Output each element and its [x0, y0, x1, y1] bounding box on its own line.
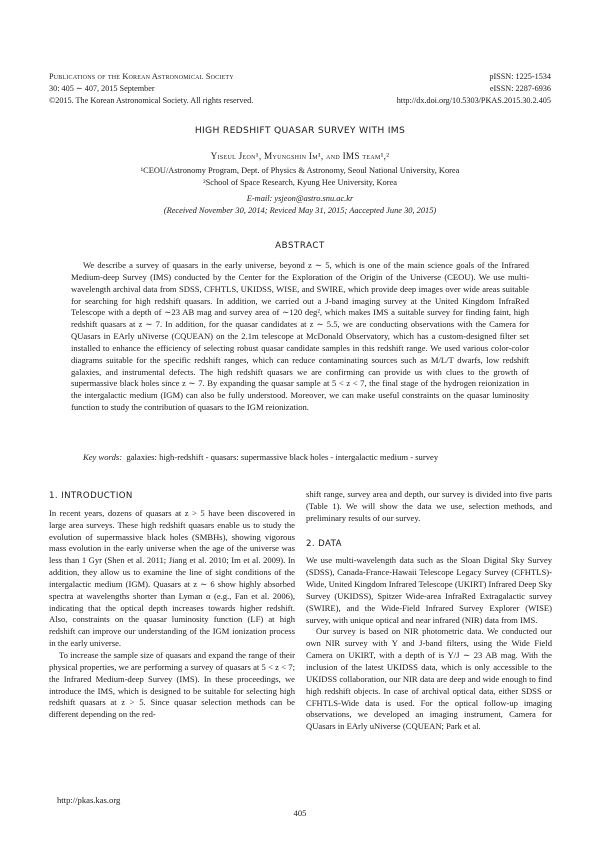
keywords-label: Key words:: [83, 452, 123, 462]
doi-link[interactable]: http://dx.doi.org/10.5303/PKAS.2015.30.2.405: [396, 96, 551, 106]
data-paragraph-2: Our survey is based on NIR photometric data. We conducted our own NIR survey with Y and J-band filters, using the Wide Field Camera on UKIRT, with a depth of is Y/J ∼ 23 AB mag. With the inclusion of the latest UKIDSS data, which is only accessible to the UKIDSS collaboration, our NIR data are deep and wide enough to find high redshift objects. In case of archival optical data, either SDSS or CFHTLS-Wide data is used. For the optical follow-up imaging observations, we developed an imaging instrument, Camera for QUasars in EArly uNiverse (CQUEAN; Park et al.: [306, 626, 552, 732]
intro-paragraph-1: In recent years, dozens of quasars at z > 5 have been discovered in large area surveys. These high redshift quasars enable us to study the evolution of supermassive black holes (SMBHs), showing vigorous mass evolution in the early universe when the age of the universe was less than 1 Gyr (Shen et al. 2011; Jiang et al. 2010; Im et al. 2009). In addition, they allow us to examine the line of sight conditions of the intergalactic medium (IGM). Quasars at z ∼ 6 show highly absorbed spectra at wavelengths shorter than Lyman α (e.g., Fan et al. 2006), indicating that the optical depth increases towards higher redshift. Also, constraints on the quasar luminosity function (LF) at high redshift can improve our understanding of the IGM ionization process in the early universe.: [49, 507, 295, 649]
footer-url[interactable]: http://pkas.kas.org: [57, 795, 121, 805]
volume-line: 30: 405 ∼ 407, 2015 September: [49, 84, 155, 94]
page-number: 405: [293, 808, 307, 818]
right-column: [306, 489, 552, 733]
affiliation-1: ¹CEOU/Astronomy Program, Dept. of Physics & Astronomy, Seoul National University, Korea: [140, 166, 460, 175]
eissn: eISSN: 2287-6936: [489, 84, 551, 94]
intro-paragraph-2: To increase the sample size of quasars and expand the range of their physical properties, we are performing a survey of quasars at 5 < z < 7; the Infrared Medium-deep Survey (IMS). In these proceedings, we introduce the IMS, which is designed to be suitable for selecting high redshift quasars at z > 5. Since quasar selection methods can be different depending on the red-: [49, 649, 295, 720]
pissn: pISSN: 1225-1534: [489, 72, 551, 81]
copyright-line: ©2015. The Korean Astronomical Society. All rights reserved.: [49, 96, 254, 106]
keywords-text: galaxies: high-redshift - quasars: supermassive black holes - intergalactic medium - survey: [126, 452, 439, 462]
journal-header-right: [397, 71, 551, 108]
author-list: Yiseul Jeon¹, Myungshin Im¹, and IMS team¹,²: [210, 151, 390, 161]
journal-header-left: [49, 71, 253, 108]
left-column: [49, 491, 295, 721]
affiliation-2: ²School of Space Research, Kyung Hee University, Korea: [203, 177, 397, 187]
introduction-heading: 1. INTRODUCTION: [49, 491, 133, 501]
received-dates: (Received November 30, 2014; Reviced May 31, 2015; Aaccepted June 30, 2015): [163, 206, 437, 215]
affiliations: [0, 165, 600, 188]
abstract-heading: ABSTRACT: [275, 241, 325, 251]
paper-title: HIGH REDSHIFT QUASAR SURVEY WITH IMS: [194, 125, 406, 136]
contact-email[interactable]: E-mail: ysjeon@astro.snu.ac.kr: [246, 194, 354, 203]
intro-continuation: shift range, survey area and depth, our survey is divided into five parts (Table 1). We will show the data we use, selection methods, and preliminary results of our survey.: [306, 489, 552, 523]
abstract-text: We describe a survey of quasars in the early universe, beyond z ∼ 5, which is one of the main science goals of the Infrared Medium-deep Survey (IMS) conducted by the Center for the Exploration of the Origin of the Universe (CEOU). We use multi-wavelength archival data from SDSS, CFHTLS, UKIDSS, WISE, and SWIRE, which provide deep images over wide areas suitable for searching for high redshift quasars. In addition, we carried out a J-band imaging survey at the United Kingdom InfraRed Telescope with a depth of ∼23 AB mag and survey area of ∼120 deg², which makes IMS a suitable survey for finding faint, high redshift quasars at z ∼ 7. In addition, for the quasar candidates at z ∼ 5.5, we are conducting observations with the Camera for QUasars in EArly uNiverse (CQUEAN) on the 2.1m telescope at McDonald Observatory, which has a custom-designed filter set installed to enhance the efficiency of selecting robust quasar candidate samples in this redshift range. We used various color-color diagrams suitable for the specific redshift ranges, which can reduce contaminating sources such as M/L/T dwarfs, low redshift galaxies, and instrumental defects. The high redshift quasars we are confirming can provide us with clues to the growth of supermassive black holes since z ∼ 7. By expanding the quasar sample at 5 < z < 7, the final stage of the hydrogen reionization in the intergalactic medium (IGM) can also be fully understood. Moreover, we can make useful constraints on the quasar luminosity function to study the contribution of quasars to the IGM reionization.: [71, 260, 529, 413]
keywords: [71, 452, 541, 464]
data-heading: 2. DATA: [306, 538, 342, 549]
data-paragraph-1: We use multi-wavelength data such as the Sloan Digital Sky Survey (SDSS), Canada-France-Hawaii Telescope Legacy Survey (CFHTLS)-Wide, United Kingdom Infrared Telescope (UKIRT) Infrared Deep Sky Survey (UKIDSS), Spitzer Wide-area InfraRed Extragalactic survey (SWIRE), and the Wide-Field Infrared Survey Explorer (WISE) survey, with unique optical and near infrared (NIR) data from IMS.: [306, 555, 552, 625]
journal-name: Publications of the Korean Astronomical Society: [49, 72, 234, 81]
